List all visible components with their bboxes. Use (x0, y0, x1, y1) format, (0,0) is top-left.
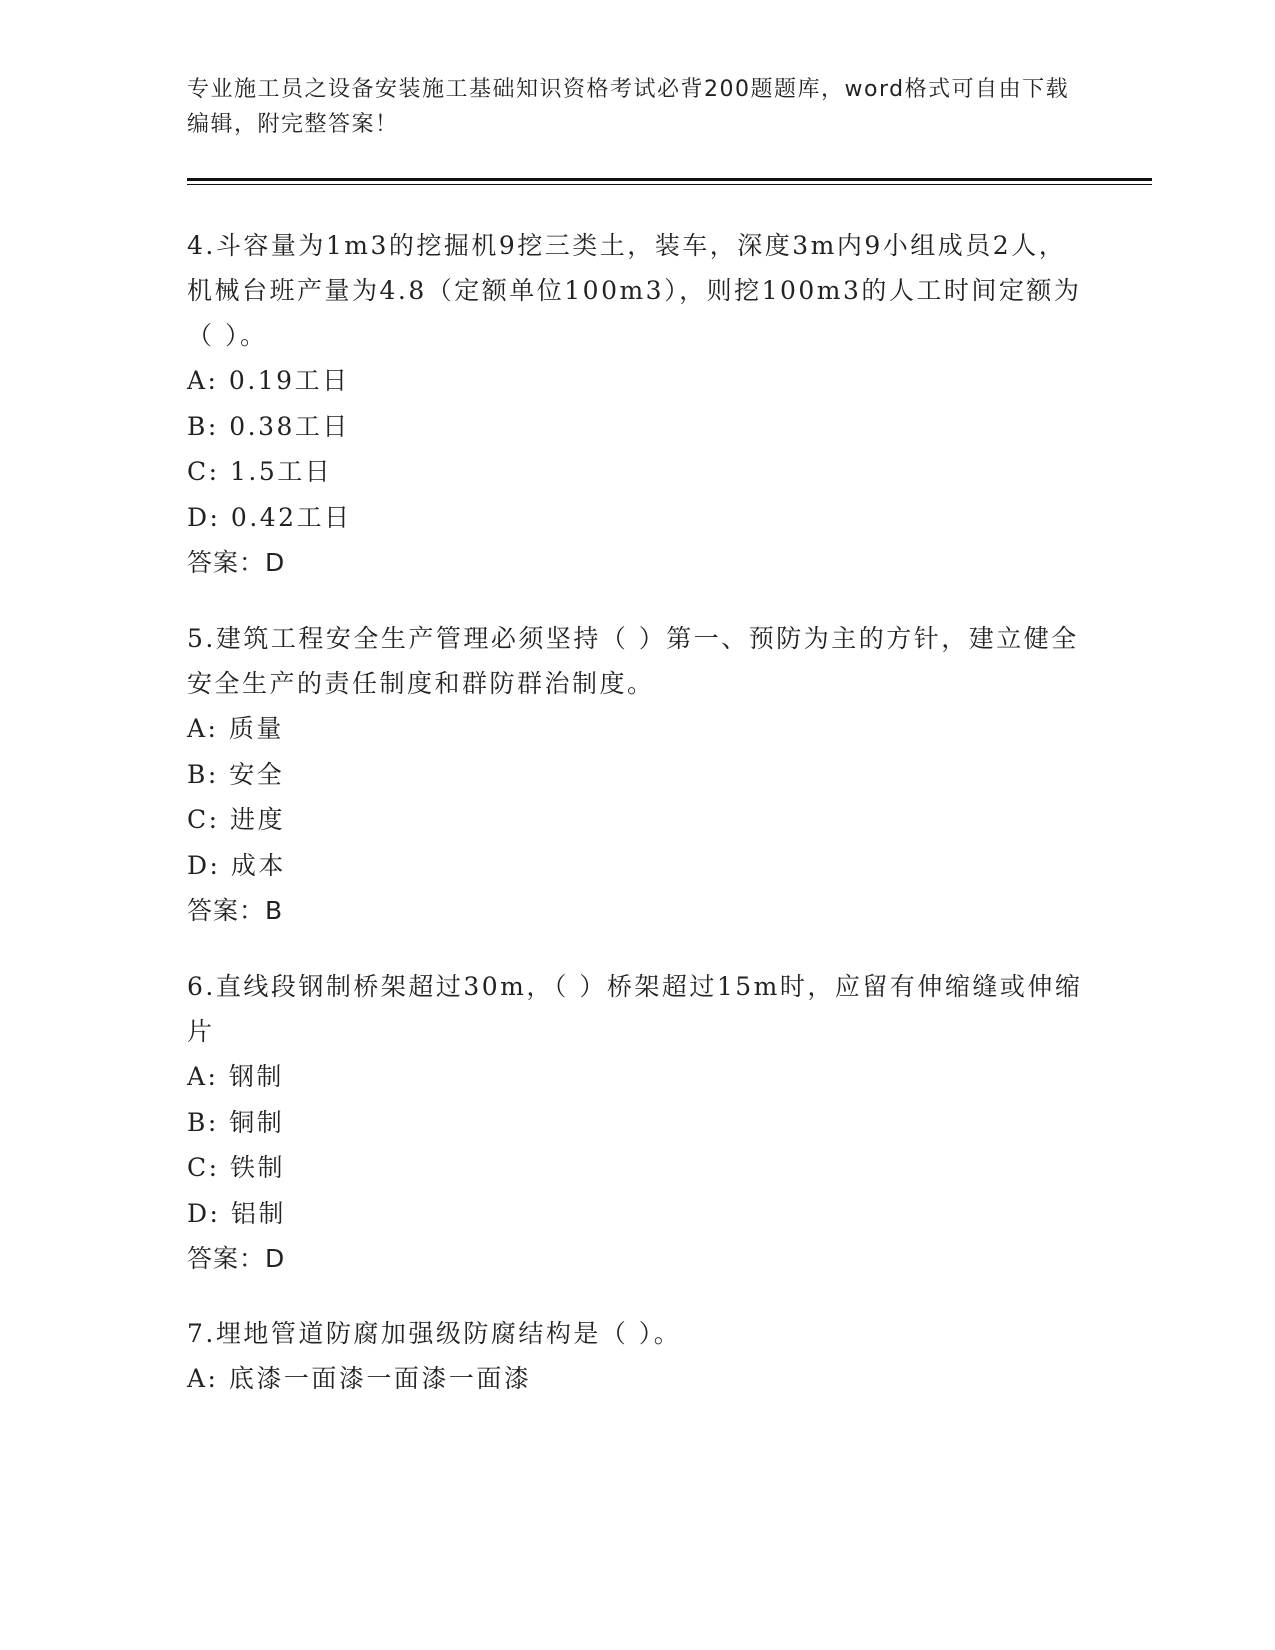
header-divider-thin (187, 184, 1152, 185)
option-b: B: 0.38工日 (187, 411, 350, 441)
question-7 (187, 1311, 1087, 1402)
document-header: 专业施工员之设备安装施工基础知识资格考试必背200题题库，word格式可自由下载编辑，附完整答案！ (187, 77, 1070, 137)
answer: 答案：D (187, 1244, 286, 1273)
question-6 (187, 964, 1087, 1281)
option-a: A: 0.19工日 (187, 366, 350, 395)
answer: 答案：B (187, 896, 284, 925)
answer: 答案：D (187, 548, 286, 577)
header-divider-thick (187, 178, 1152, 181)
question-stem: 6.直线段钢制桥架超过30m，（ ）桥架超过15m时，应留有伸缩缝或伸缩片 (187, 972, 1083, 1046)
question-4 (187, 223, 1087, 585)
option-d: D: 铝制 (187, 1198, 286, 1228)
option-a: A: 底漆一面漆一面漆一面漆 (187, 1364, 532, 1393)
option-a: A: 质量 (187, 714, 284, 743)
question-stem: 5.建筑工程安全生产管理必须坚持（ ）第一、预防为主的方针，建立健全安全生产的责任制度和群防群治制度。 (187, 624, 1079, 698)
option-c: C: 进度 (187, 805, 285, 834)
question-5 (187, 616, 1087, 933)
option-c: C: 1.5工日 (187, 457, 333, 486)
option-a: A: 钢制 (187, 1062, 284, 1091)
question-stem: 7.埋地管道防腐加强级防腐结构是（ ）。 (187, 1319, 682, 1348)
option-c: C: 铁制 (187, 1153, 285, 1182)
option-b: B: 安全 (187, 759, 285, 789)
option-d: D: 0.42工日 (187, 502, 352, 532)
question-stem: 4.斗容量为1m3的挖掘机9挖三类土，装车，深度3m内9小组成员2人，机械台班产量为4.8（定额单位100m3），则挖100m3的人工时间定额为（ ）。 (187, 231, 1082, 350)
option-d: D: 成本 (187, 850, 286, 880)
option-b: B: 铜制 (187, 1107, 285, 1137)
